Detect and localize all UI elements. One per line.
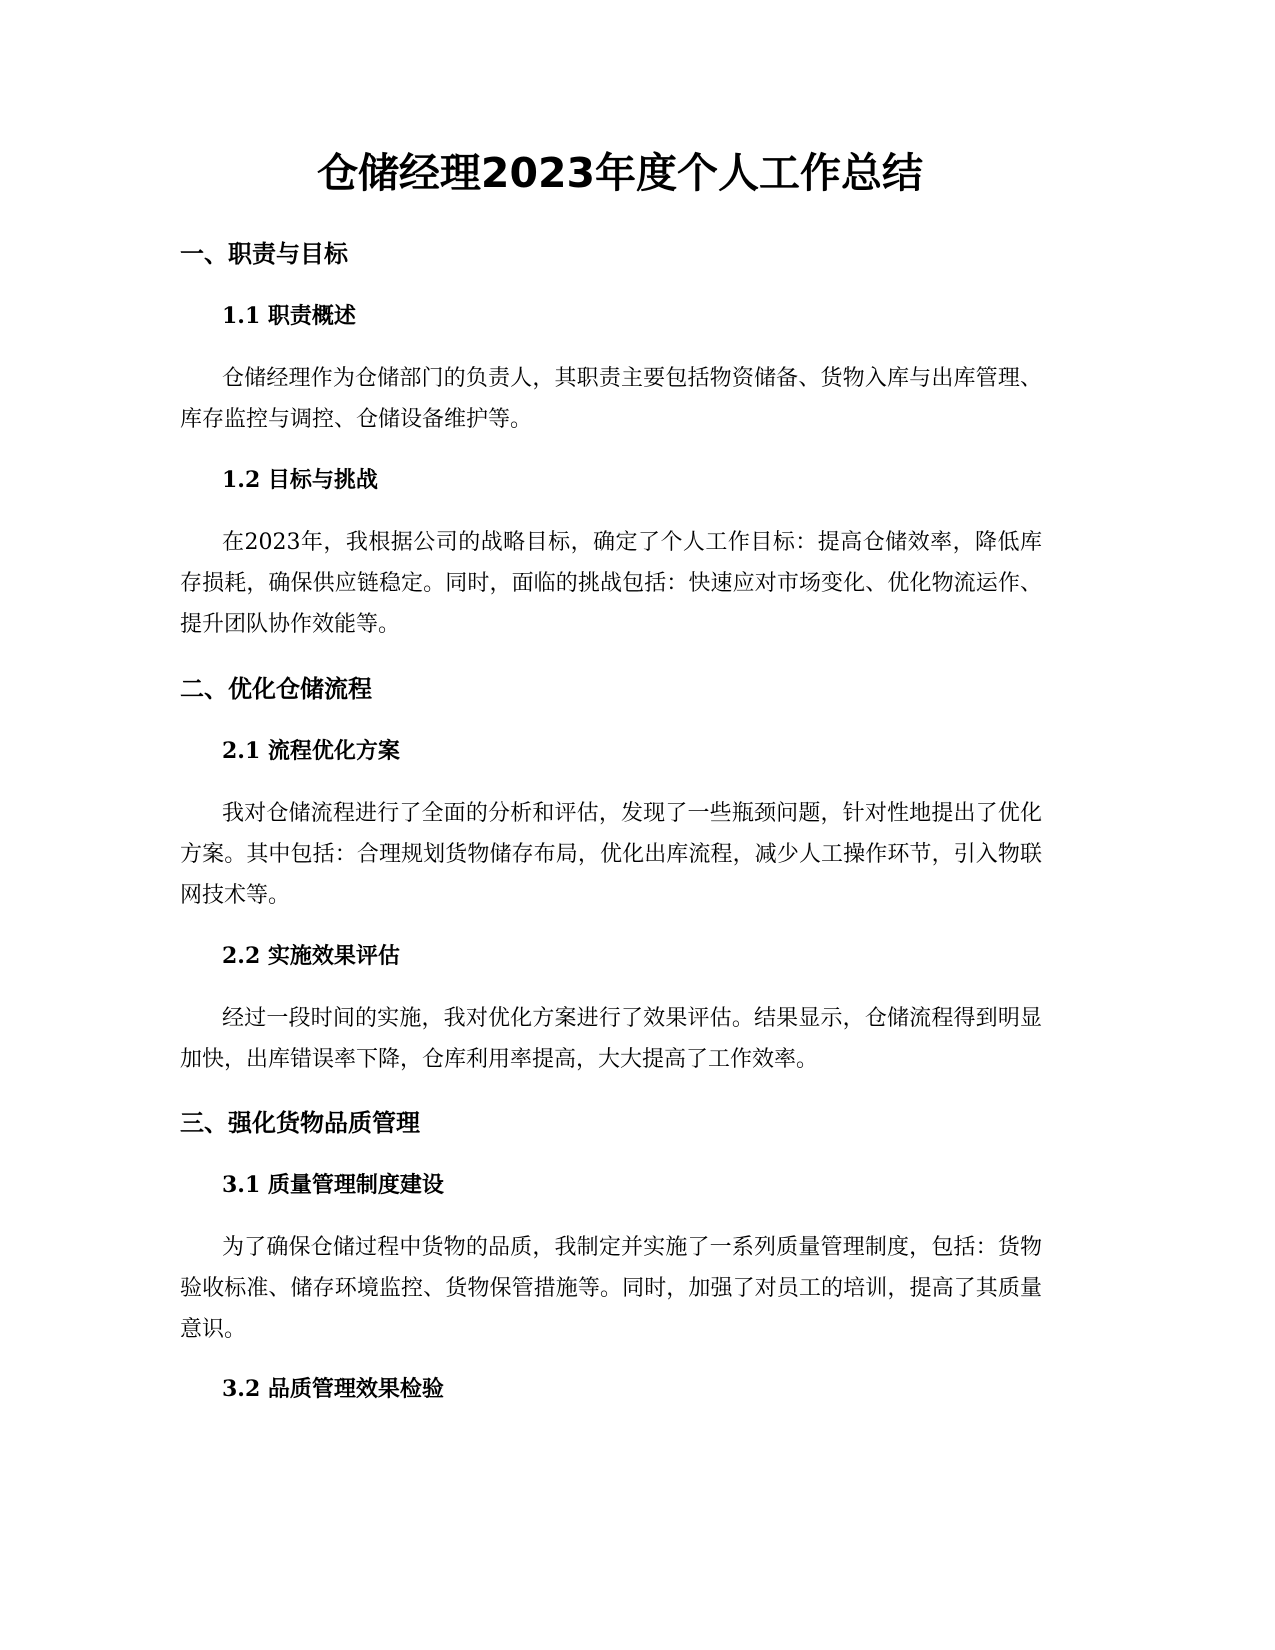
subsection-heading: 1.2 目标与挑战 bbox=[222, 467, 378, 493]
subsection-heading: 1.1 职责概述 bbox=[222, 303, 356, 329]
paragraph: 我对仓储流程进行了全面的分析和评估，发现了一些瓶颈问题，针对性地提出了优化方案。其中包括：合理规划货物储存布局，优化出库流程，减少人工操作环节，引入物联网技术等。 bbox=[180, 801, 1042, 908]
section-heading: 二、优化仓储流程 bbox=[180, 675, 372, 703]
subsection-heading: 2.1 流程优化方案 bbox=[222, 738, 400, 764]
subsection-heading: 2.2 实施效果评估 bbox=[222, 943, 400, 969]
subsection-heading: 3.2 品质管理效果检验 bbox=[222, 1376, 444, 1402]
section-heading: 一、职责与目标 bbox=[180, 240, 348, 268]
document-title: 仓储经理2023年度个人工作总结 bbox=[316, 149, 924, 197]
subsection-heading: 3.1 质量管理制度建设 bbox=[222, 1172, 444, 1198]
paragraph: 为了确保仓储过程中货物的品质，我制定并实施了一系列质量管理制度，包括：货物验收标准、储存环境监控、货物保管措施等。同时，加强了对员工的培训，提高了其质量意识。 bbox=[180, 1235, 1042, 1342]
section-heading: 三、强化货物品质管理 bbox=[180, 1109, 420, 1137]
paragraph: 仓储经理作为仓储部门的负责人，其职责主要包括物资储备、货物入库与出库管理、库存监控与调控、仓储设备维护等。 bbox=[180, 366, 1042, 432]
paragraph: 在2023年，我根据公司的战略目标，确定了个人工作目标：提高仓储效率，降低库存损耗，确保供应链稳定。同时，面临的挑战包括：快速应对市场变化、优化物流运作、提升团队协作效能等。 bbox=[180, 530, 1042, 637]
paragraph: 经过一段时间的实施，我对优化方案进行了效果评估。结果显示，仓储流程得到明显加快，出库错误率下降，仓库利用率提高，大大提高了工作效率。 bbox=[180, 1006, 1042, 1072]
